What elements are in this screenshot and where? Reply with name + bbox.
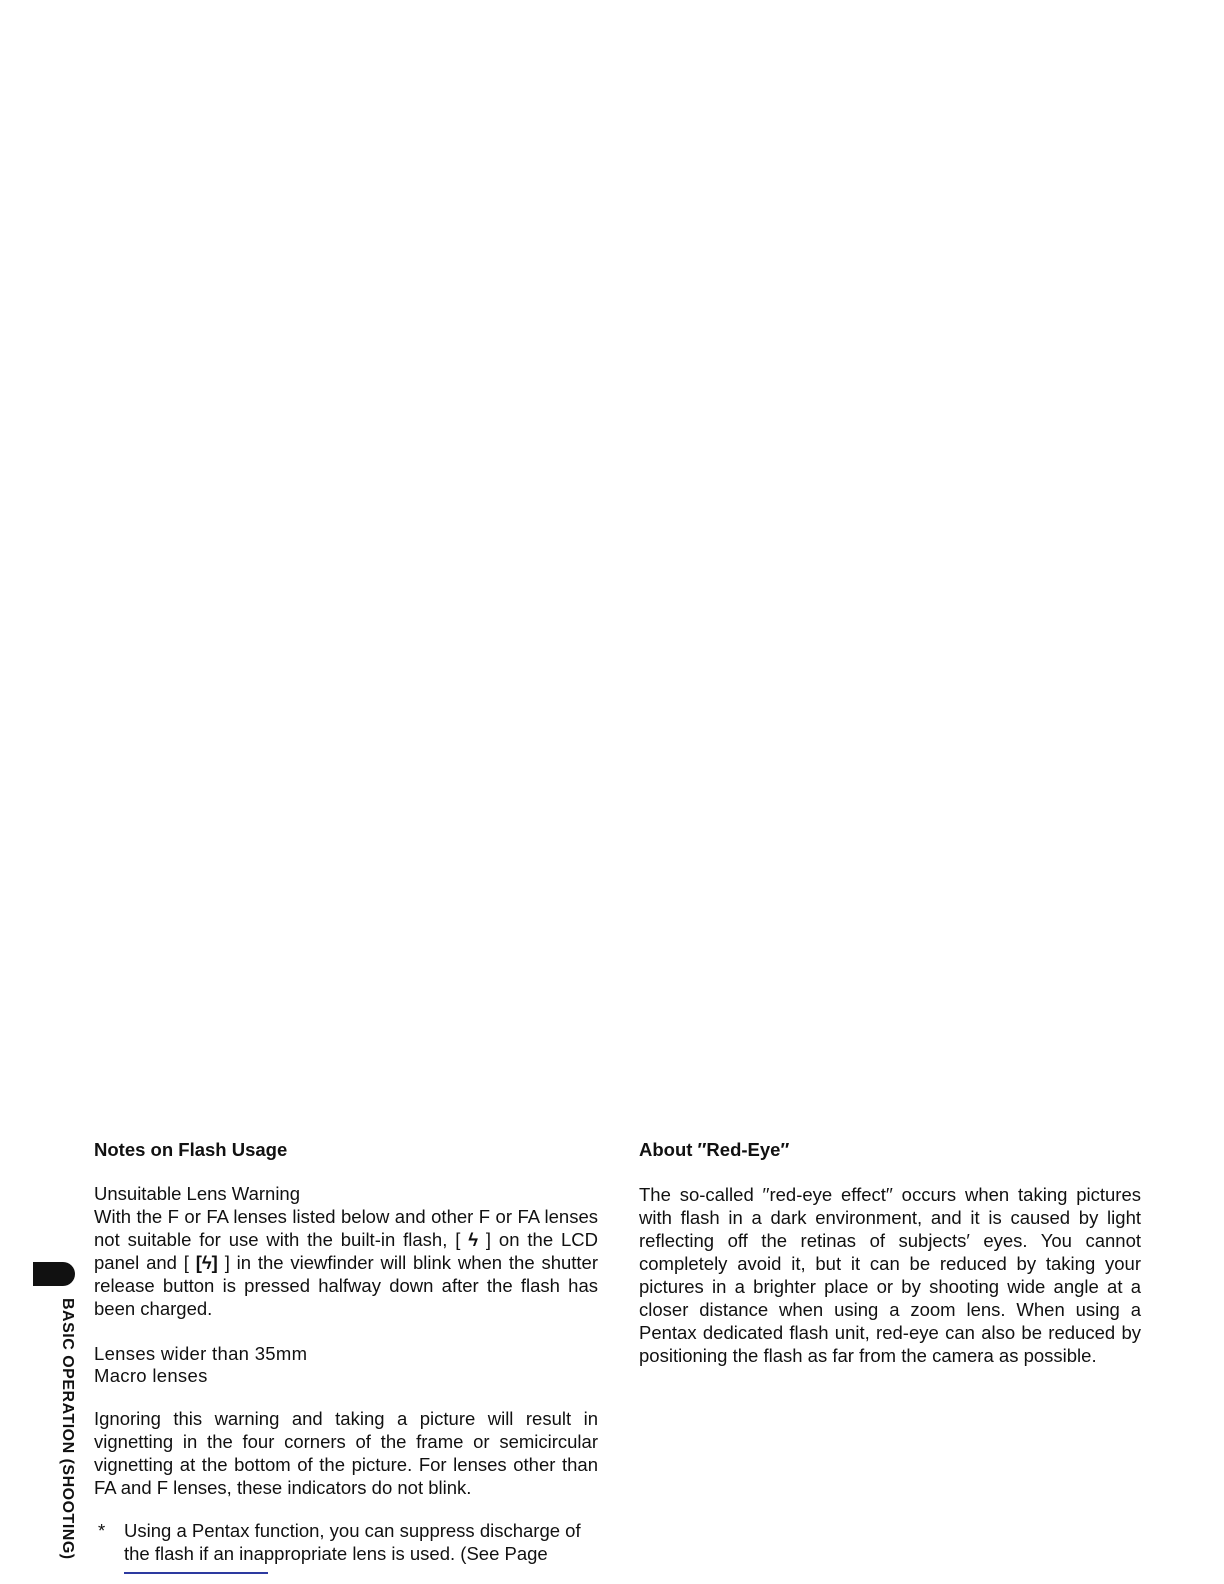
pentax-function-note <box>94 1519 598 1565</box>
lens-warning-paragraph <box>94 1205 598 1320</box>
right-column <box>639 1138 1141 1367</box>
list-item: Lenses wider than 35mm <box>94 1343 308 1364</box>
pen-underline-mark <box>124 1572 268 1574</box>
lens-list <box>94 1343 598 1387</box>
lens-warning-text-a: With the F or FA lenses listed below and other F or FA lenses not suitable for use with the built-in flash, [ <box>94 1206 598 1250</box>
section-tab-marker <box>33 1262 75 1286</box>
lens-warning-subheading: Unsuitable Lens Warning <box>94 1183 301 1204</box>
vignetting-paragraph: Ignoring this warning and taking a picture will result in vignetting in the four corners of the frame or semicircular vignetting at the bottom of the picture. For lenses other than FA and F lenses, these indicators do not blink. <box>94 1408 598 1498</box>
lens-warning-text-c: ] in the viewfinder will blink when the shutter release button is pressed halfway down after the flash has been charged. <box>94 1252 599 1319</box>
red-eye-paragraph: The so-called ′′red-eye effect′′ occurs when taking pictures with flash in a dark environment, and it is caused by light reflecting off the retinas of subjects′ eyes. You cannot completely avoid it, but it can be reduced by taking your pictures in a brighter place or by shooting wide angle at a closer distance when using a zoom lens. When using a Pentax dedicated flash unit, red-eye can also be reduced by positioning the flash as far from the camera as possible. <box>639 1184 1141 1366</box>
flash-lcd-icon: ϟ <box>468 1229 479 1250</box>
list-item: Macro lenses <box>94 1365 208 1386</box>
note-asterisk: * <box>98 1520 106 1541</box>
flash-notes-heading: Notes on Flash Usage <box>94 1139 288 1160</box>
left-column <box>94 1138 598 1565</box>
red-eye-heading: About ′′Red-Eye′′ <box>639 1139 790 1160</box>
note-text: Using a Pentax function, you can suppress discharge of the flash if an inappropriate lens is used. (See Page <box>124 1520 581 1564</box>
flash-viewfinder-icon: [ϟ] <box>195 1252 218 1273</box>
lens-warning-text-b: ] on the LCD panel and [ <box>94 1229 598 1273</box>
section-side-label: BASIC OPERATION (SHOOTING) <box>59 1298 76 1560</box>
